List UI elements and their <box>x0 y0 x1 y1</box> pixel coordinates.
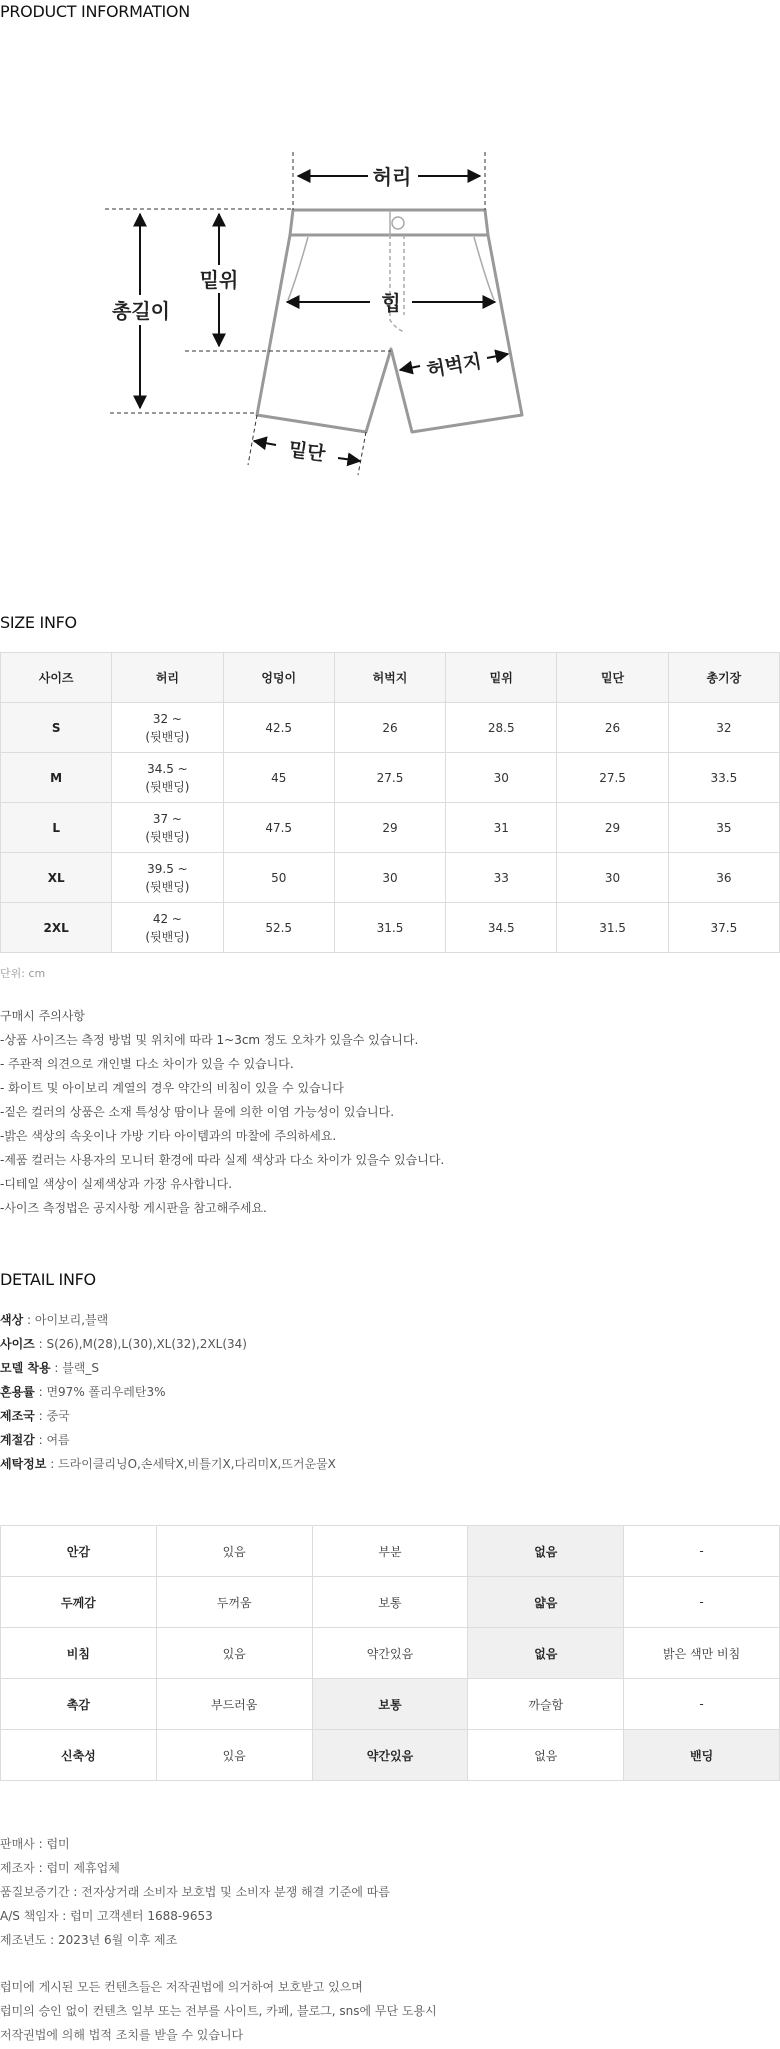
copyright-line: 럽미에 게시된 모든 컨텐츠들은 저작권법에 의거하여 보호받고 있으며 <box>0 1980 363 1994</box>
feel-option: 까슬함 <box>468 1679 624 1730</box>
notice-line: -밝은 색상의 속옷이나 가방 기타 아이템과의 마찰에 주의하세요. <box>0 1129 337 1143</box>
size-cell: S <box>1 703 112 753</box>
hem-cell: 27.5 <box>557 753 668 803</box>
notice-line: -상품 사이즈는 측정 방법 및 위치에 따라 1~3cm 정도 오차가 있을수 있습니다. <box>0 1033 419 1047</box>
header-size: 사이즈 <box>1 653 112 703</box>
notice-line: -사이즈 측정법은 공지사항 게시판을 참고해주세요. <box>0 1201 267 1215</box>
thigh-cell: 26 <box>334 703 445 753</box>
hem-cell: 31.5 <box>557 903 668 953</box>
notice-line: -디테일 색상이 실제색상과 가장 유사합니다. <box>0 1177 233 1191</box>
feel-option: - <box>624 1679 780 1730</box>
feel-option: 보통 <box>312 1577 468 1628</box>
waist-cell: 37 ~ (뒷밴딩) <box>112 803 223 853</box>
detail-item-color: 색상 : 아이보리,블랙 <box>0 1313 109 1327</box>
unit-note: 단위: cm <box>0 967 46 980</box>
header-hem: 밑단 <box>557 653 668 703</box>
feel-label-texture: 촉감 <box>1 1679 157 1730</box>
rise-cell: 30 <box>446 753 557 803</box>
size-cell: XL <box>1 853 112 903</box>
feel-option-selected: 밴딩 <box>624 1730 780 1781</box>
table-row <box>1 853 780 903</box>
size-cell: 2XL <box>1 903 112 953</box>
notice-line: - 화이트 및 아이보리 계열의 경우 약간의 비침이 있을 수 있습니다 <box>0 1081 344 1095</box>
size-cell: M <box>1 753 112 803</box>
rise-cell: 31 <box>446 803 557 853</box>
seller-info <box>0 1832 390 1952</box>
feel-option-selected: 얇음 <box>468 1577 624 1628</box>
seller-line: 판매사 : 럽미 <box>0 1837 70 1851</box>
copyright-notice <box>0 1975 437 2047</box>
feel-label-lining: 안감 <box>1 1526 157 1577</box>
feel-option: - <box>624 1526 780 1577</box>
rise-cell: 33 <box>446 853 557 903</box>
hem-cell: 29 <box>557 803 668 853</box>
feel-option-selected: 없음 <box>468 1526 624 1577</box>
header-hip: 엉덩이 <box>223 653 334 703</box>
length-cell: 37.5 <box>668 903 779 953</box>
hip-cell: 47.5 <box>223 803 334 853</box>
feel-option: - <box>624 1577 780 1628</box>
header-thigh: 허벅지 <box>334 653 445 703</box>
feel-option-selected: 약간있음 <box>312 1730 468 1781</box>
shorts-measurement-diagram <box>0 140 780 480</box>
hem-cell: 26 <box>557 703 668 753</box>
waist-cell: 34.5 ~ (뒷밴딩) <box>112 753 223 803</box>
detail-list <box>0 1308 336 1476</box>
label-total-length: 총길이 <box>112 299 170 323</box>
label-waist: 허리 <box>372 165 412 189</box>
rise-cell: 28.5 <box>446 703 557 753</box>
notice-title: 구매시 주의사항 <box>0 1009 85 1023</box>
feel-option: 부드러움 <box>156 1679 312 1730</box>
table-row <box>1 1679 780 1730</box>
detail-item-origin: 제조국 : 중국 <box>0 1409 70 1423</box>
notice-line: - 주관적 의견으로 개인별 다소 차이가 있을 수 있습니다. <box>0 1057 294 1071</box>
header-length: 총기장 <box>668 653 779 703</box>
length-cell: 33.5 <box>668 753 779 803</box>
hip-cell: 52.5 <box>223 903 334 953</box>
hem-cell: 30 <box>557 853 668 903</box>
fabric-feel-table <box>0 1525 780 1781</box>
table-row <box>1 1730 780 1781</box>
detail-item-washing: 세탁정보 : 드라이클리닝O,손세탁X,비틀기X,다리미X,뜨거운물X <box>0 1457 336 1471</box>
length-cell: 36 <box>668 853 779 903</box>
label-rise: 밑위 <box>199 268 239 292</box>
feel-option: 없음 <box>468 1730 624 1781</box>
feel-option-selected: 없음 <box>468 1628 624 1679</box>
waist-cell: 32 ~ (뒷밴딩) <box>112 703 223 753</box>
feel-option: 약간있음 <box>312 1628 468 1679</box>
label-hem: 밑단 <box>287 438 327 466</box>
label-hip: 힙 <box>381 291 401 315</box>
feel-option: 있음 <box>156 1730 312 1781</box>
size-table <box>0 652 780 953</box>
thigh-cell: 27.5 <box>334 753 445 803</box>
table-row <box>1 703 780 753</box>
table-row <box>1 1526 780 1577</box>
copyright-line: 럽미의 승인 없이 컨텐츠 일부 또는 전부를 사이트, 카페, 블로그, sns에 무단 도용시 <box>0 2004 437 2018</box>
detail-item-season: 계절감 : 여름 <box>0 1433 70 1447</box>
thigh-cell: 30 <box>334 853 445 903</box>
length-cell: 32 <box>668 703 779 753</box>
feel-label-stretch: 신축성 <box>1 1730 157 1781</box>
detail-info-title: DETAIL INFO <box>0 1270 96 1289</box>
rise-cell: 34.5 <box>446 903 557 953</box>
manufacturer-line: 제조자 : 럽미 제휴업체 <box>0 1861 120 1875</box>
detail-item-model: 모델 착용 : 블랙_S <box>0 1361 100 1375</box>
hip-cell: 50 <box>223 853 334 903</box>
purchase-notice <box>0 1004 444 1220</box>
table-row <box>1 1628 780 1679</box>
copyright-line: 저작권법에 의해 법적 조치를 받을 수 있습니다 <box>0 2028 244 2042</box>
notice-line: -제품 컬러는 사용자의 모니터 환경에 따라 실제 색상과 다소 차이가 있을수 있습니다. <box>0 1153 445 1167</box>
feel-option: 밝은 색만 비침 <box>624 1628 780 1679</box>
thigh-cell: 29 <box>334 803 445 853</box>
feel-option-selected: 보통 <box>312 1679 468 1730</box>
feel-option: 부분 <box>312 1526 468 1577</box>
table-row <box>1 903 780 953</box>
table-row <box>1 1577 780 1628</box>
as-line: A/S 책임자 : 럽미 고객센터 1688-9653 <box>0 1909 213 1923</box>
thigh-cell: 31.5 <box>334 903 445 953</box>
table-row <box>1 753 780 803</box>
hip-cell: 45 <box>223 753 334 803</box>
detail-item-size: 사이즈 : S(26),M(28),L(30),XL(32),2XL(34) <box>0 1337 247 1351</box>
notice-line: -짙은 컬러의 상품은 소재 특성상 땀이나 물에 의한 이염 가능성이 있습니다. <box>0 1105 395 1119</box>
feel-option: 있음 <box>156 1628 312 1679</box>
feel-option: 있음 <box>156 1526 312 1577</box>
waist-cell: 42 ~ (뒷밴딩) <box>112 903 223 953</box>
feel-option: 두꺼움 <box>156 1577 312 1628</box>
production-year-line: 제조년도 : 2023년 6월 이후 제조 <box>0 1933 178 1947</box>
product-info-title: PRODUCT INFORMATION <box>0 2 190 21</box>
header-waist: 허리 <box>112 653 223 703</box>
waist-cell: 39.5 ~ (뒷밴딩) <box>112 853 223 903</box>
warranty-line: 품질보증기간 : 전자상거래 소비자 보호법 및 소비자 분쟁 해결 기준에 따름 <box>0 1885 390 1899</box>
length-cell: 35 <box>668 803 779 853</box>
feel-label-sheerness: 비침 <box>1 1628 157 1679</box>
size-cell: L <box>1 803 112 853</box>
detail-item-fabric: 혼용률 : 면97% 폴리우레탄3% <box>0 1385 166 1399</box>
size-info-title: SIZE INFO <box>0 613 77 632</box>
header-rise: 밑위 <box>446 653 557 703</box>
size-table-header-row <box>1 653 780 703</box>
label-thigh: 허벅지 <box>425 350 484 382</box>
hip-cell: 42.5 <box>223 703 334 753</box>
table-row <box>1 803 780 853</box>
feel-label-thickness: 두께감 <box>1 1577 157 1628</box>
